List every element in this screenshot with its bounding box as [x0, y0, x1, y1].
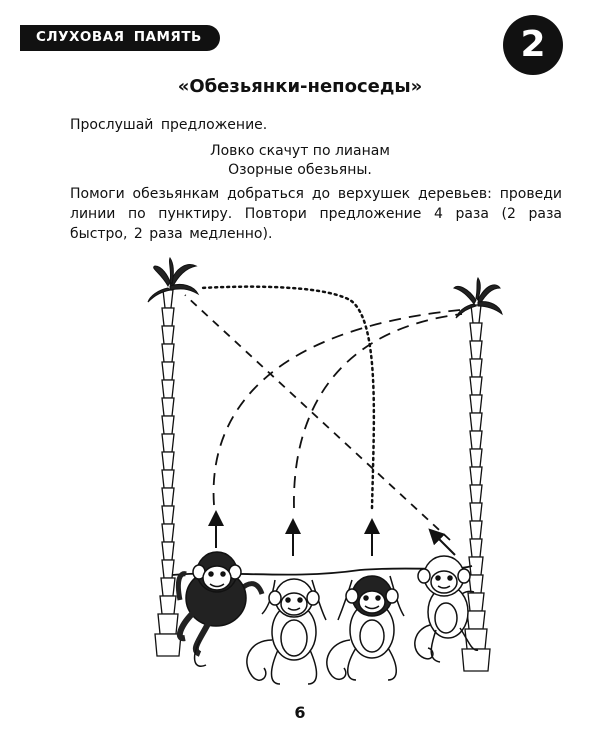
exercise-title: «Обезьянки-непоседы»	[177, 76, 423, 97]
path-2-dashed	[294, 314, 462, 508]
path-1-dashed	[214, 310, 460, 505]
section-label: СЛУХОВАЯ ПАМЯТЬ	[36, 29, 202, 45]
instruction-text: Прослушай предложение.	[70, 117, 268, 133]
arrow-diagonal-icon	[434, 534, 455, 555]
page-number: 6	[294, 703, 306, 722]
path-4-dashed	[185, 295, 450, 540]
poem-line-2: Озорные обезьяны.	[228, 162, 372, 178]
monkeys-illustration	[0, 250, 600, 690]
poem	[0, 142, 600, 180]
dark-monkey-icon	[178, 552, 262, 666]
light-monkey-icon	[247, 579, 326, 684]
poem-line-1: Ловко скачут по лианам	[210, 143, 390, 159]
path-3-dotted	[200, 287, 374, 508]
task-text: Помоги обезьянкам добраться до верхушек деревьев: проведи линии по пунктиру. Повтори предложение 4 раза (2 раза быстро, 2 раза медленно).	[70, 186, 562, 242]
exercise-number-badge: 2	[503, 15, 563, 75]
dark-face-monkey-icon	[327, 576, 404, 680]
